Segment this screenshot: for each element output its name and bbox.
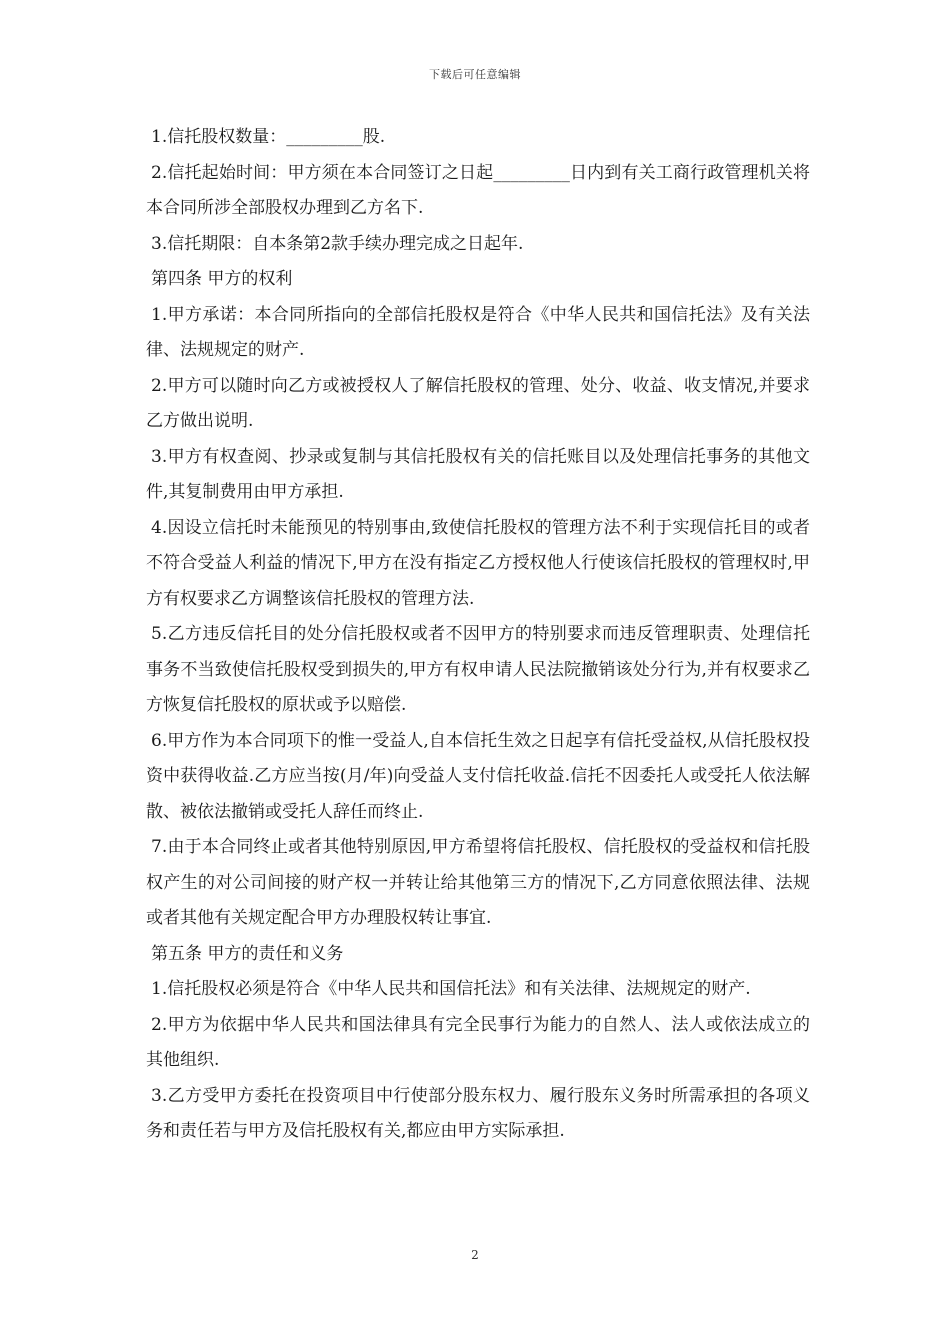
paragraph-trust-term: 3.信托期限：自本条第2款手续办理完成之日起年. — [151, 233, 524, 254]
paragraph-article-4-item-4: 4.因设立信托时未能预见的特别事由,致使信托股权的管理方法不利于实现信托目的或者不符合受益人利益的情况下,甲方在没有指定乙方授权他人行使该信托股权的管理权时,甲方有权要求乙方调整该信托股权的管理方法. — [146, 517, 810, 609]
paragraph-article-5-item-3: 3.乙方受甲方委托在投资项目中行使部分股东权力、履行股东义务时所需承担的各项义务和责任若与甲方及信托股权有关,都应由甲方实际承担. — [146, 1085, 810, 1141]
paragraph-article-4-item-5: 5.乙方违反信托目的处分信托股权或者不因甲方的特别要求而违反管理职责、处理信托事务不当致使信托股权受到损失的,甲方有权申请人民法院撤销该处分行为,并有权要求乙方恢复信托股权的原状或予以赔偿. — [146, 624, 810, 715]
paragraph-share-quantity: 1.信托股权数量：_________股. — [151, 127, 386, 147]
paragraph-article-4-item-1: 1.甲方承诺：本合同所指向的全部信托股权是符合《中华人民共和国信托法》及有关法律、法规规定的财产. — [146, 304, 810, 360]
paragraph-article-5-item-2: 2.甲方为依据中华人民共和国法律具有完全民事行为能力的自然人、法人或依法成立的其他组织. — [146, 1014, 810, 1070]
paragraph-article-4-item-6: 6.甲方作为本合同项下的惟一受益人,自本信托生效之日起享有信托受益权,从信托股权投资中获得收益.乙方应当按(月/年)向受益人支付信托收益.信托不因委托人或受托人依法解散、被依法撤销或受托人辞任而终止. — [146, 730, 810, 822]
page-header: 下载后可任意编辑 — [429, 68, 521, 81]
paragraph-trust-start-time: 2.信托起始时间：甲方须在本合同签订之日起_________日内到有关工商行政管理机关将本合同所涉全部股权办理到乙方名下. — [146, 162, 810, 218]
section-heading-article-5: 第五条 甲方的责任和义务 — [151, 943, 344, 964]
page-number: 2 — [471, 1248, 479, 1262]
section-heading-article-4: 第四条 甲方的权利 — [151, 269, 293, 289]
paragraph-article-4-item-7: 7.由于本合同终止或者其他特别原因,甲方希望将信托股权、信托股权的受益权和信托股权产生的对公司间接的财产权一并转让给其他第三方的情况下,乙方同意依照法律、法规或者其他有关规定配合甲方办理股权转让事宜. — [146, 837, 810, 928]
document-body — [146, 120, 810, 1150]
paragraph-article-5-item-1: 1.信托股权必须是符合《中华人民共和国信托法》和有关法律、法规规定的财产. — [151, 979, 751, 999]
paragraph-article-4-item-2: 2.甲方可以随时向乙方或被授权人了解信托股权的管理、处分、收益、收支情况,并要求乙方做出说明. — [146, 375, 810, 431]
paragraph-article-4-item-3: 3.甲方有权查阅、抄录或复制与其信托股权有关的信托账目以及处理信托事务的其他文件,其复制费用由甲方承担. — [146, 446, 810, 502]
